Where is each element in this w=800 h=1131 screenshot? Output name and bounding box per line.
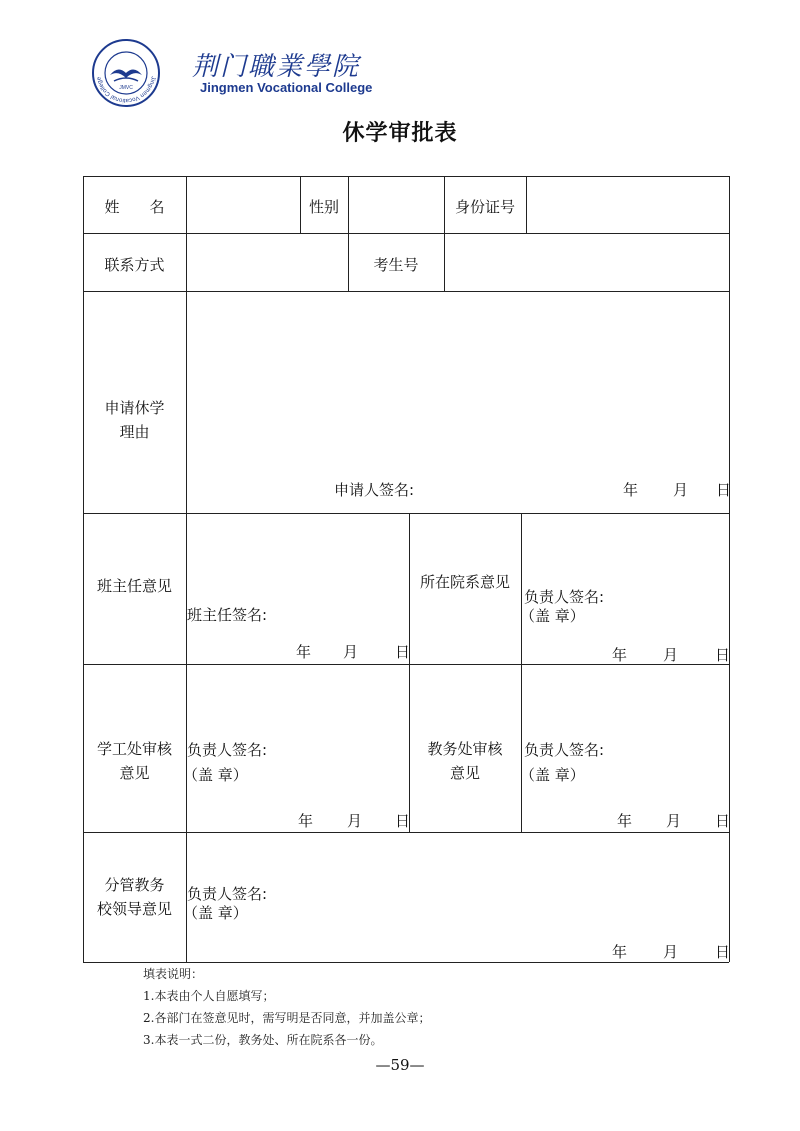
reason-month: 月 xyxy=(673,481,689,499)
dept-seal-label: （盖 章） xyxy=(520,607,585,625)
reason-year: 年 xyxy=(623,481,639,499)
college-name-en: Jingmen Vocational College xyxy=(200,80,373,95)
notes-item: 1.本表由个人自愿填写； xyxy=(143,989,275,1003)
page-number: —59— xyxy=(375,1056,425,1074)
notes-heading: 填表说明： xyxy=(143,967,204,981)
dept-opinion-label: 所在院系意见 xyxy=(419,573,510,591)
dept-sign-label: 负责人签名: xyxy=(524,588,605,606)
notes-item: 3.本表一式二份，教务处、所在院系各一份。 xyxy=(143,1033,383,1047)
seal-ring-text: Jingmen Vocational College xyxy=(96,75,156,104)
academic-affairs-label xyxy=(409,737,521,785)
college-seal-logo xyxy=(92,39,160,107)
gender-label: 性别 xyxy=(308,198,339,216)
leader-day: 日 xyxy=(715,943,731,961)
academic-affairs-year: 年 xyxy=(617,812,633,830)
id-number-field[interactable] xyxy=(527,177,728,233)
id-number-label: 身份证号 xyxy=(454,198,515,216)
teacher-opinion-field[interactable] xyxy=(187,514,408,604)
reason-label-line2: 理由 xyxy=(119,423,150,441)
student-affairs-label xyxy=(83,737,186,785)
leader-sign-label: 负责人签名: xyxy=(187,885,268,903)
form-title: 休学审批表 xyxy=(342,121,458,146)
leader-label-line1: 分管教务 xyxy=(104,876,165,894)
contact-field[interactable] xyxy=(187,234,347,291)
leader-opinion-field[interactable] xyxy=(187,833,728,881)
academic-affairs-month: 月 xyxy=(666,812,682,830)
teacher-day: 日 xyxy=(395,643,411,661)
student-affairs-field[interactable] xyxy=(187,665,408,735)
reason-label-line1: 申请休学 xyxy=(104,399,165,417)
reason-field[interactable] xyxy=(187,292,728,472)
academic-affairs-label-line2: 意见 xyxy=(449,764,480,782)
dept-month: 月 xyxy=(663,646,679,664)
teacher-sign-label: 班主任签名: xyxy=(187,606,268,624)
teacher-year: 年 xyxy=(296,643,312,661)
leader-year: 年 xyxy=(612,943,628,961)
leader-month: 月 xyxy=(663,943,679,961)
student-affairs-label-line1: 学工处审核 xyxy=(96,740,172,758)
leader-label-line2: 校领导意见 xyxy=(96,900,172,918)
teacher-opinion-label: 班主任意见 xyxy=(96,577,172,595)
teacher-month: 月 xyxy=(343,643,359,661)
name-field[interactable] xyxy=(187,177,299,233)
reason-day: 日 xyxy=(716,481,732,499)
applicant-sign-label: 申请人签名: xyxy=(334,481,415,499)
student-affairs-year: 年 xyxy=(298,812,314,830)
academic-affairs-label-line1: 教务处审核 xyxy=(427,740,503,758)
academic-affairs-day: 日 xyxy=(715,812,731,830)
contact-label: 联系方式 xyxy=(104,256,165,274)
leader-opinion-label xyxy=(83,873,186,921)
student-affairs-label-line2: 意见 xyxy=(119,764,150,782)
reason-label xyxy=(83,396,186,444)
student-affairs-seal-label: （盖 章） xyxy=(183,766,248,784)
leader-seal-label: （盖 章） xyxy=(183,904,248,922)
student-affairs-sign-label: 负责人签名: xyxy=(187,741,268,759)
academic-affairs-field[interactable] xyxy=(522,665,728,735)
academic-affairs-seal-label: （盖 章） xyxy=(520,766,585,784)
college-name-cn: 荆门職業學院 xyxy=(192,52,361,82)
form-notes xyxy=(143,963,430,1051)
dept-year: 年 xyxy=(612,646,628,664)
seal-abbr: JMVC xyxy=(119,85,133,91)
name-label: 姓 名 xyxy=(104,198,165,216)
student-affairs-day: 日 xyxy=(395,812,411,830)
exam-number-label: 考生号 xyxy=(373,256,419,274)
notes-item: 2.各部门在签意见时，需写明是否同意，并加盖公章； xyxy=(143,1011,431,1025)
dept-opinion-field[interactable] xyxy=(522,514,728,584)
exam-number-field[interactable] xyxy=(445,234,728,291)
gender-field[interactable] xyxy=(349,177,443,233)
dept-day: 日 xyxy=(715,646,731,664)
academic-affairs-sign-label: 负责人签名: xyxy=(524,741,605,759)
student-affairs-month: 月 xyxy=(347,812,363,830)
